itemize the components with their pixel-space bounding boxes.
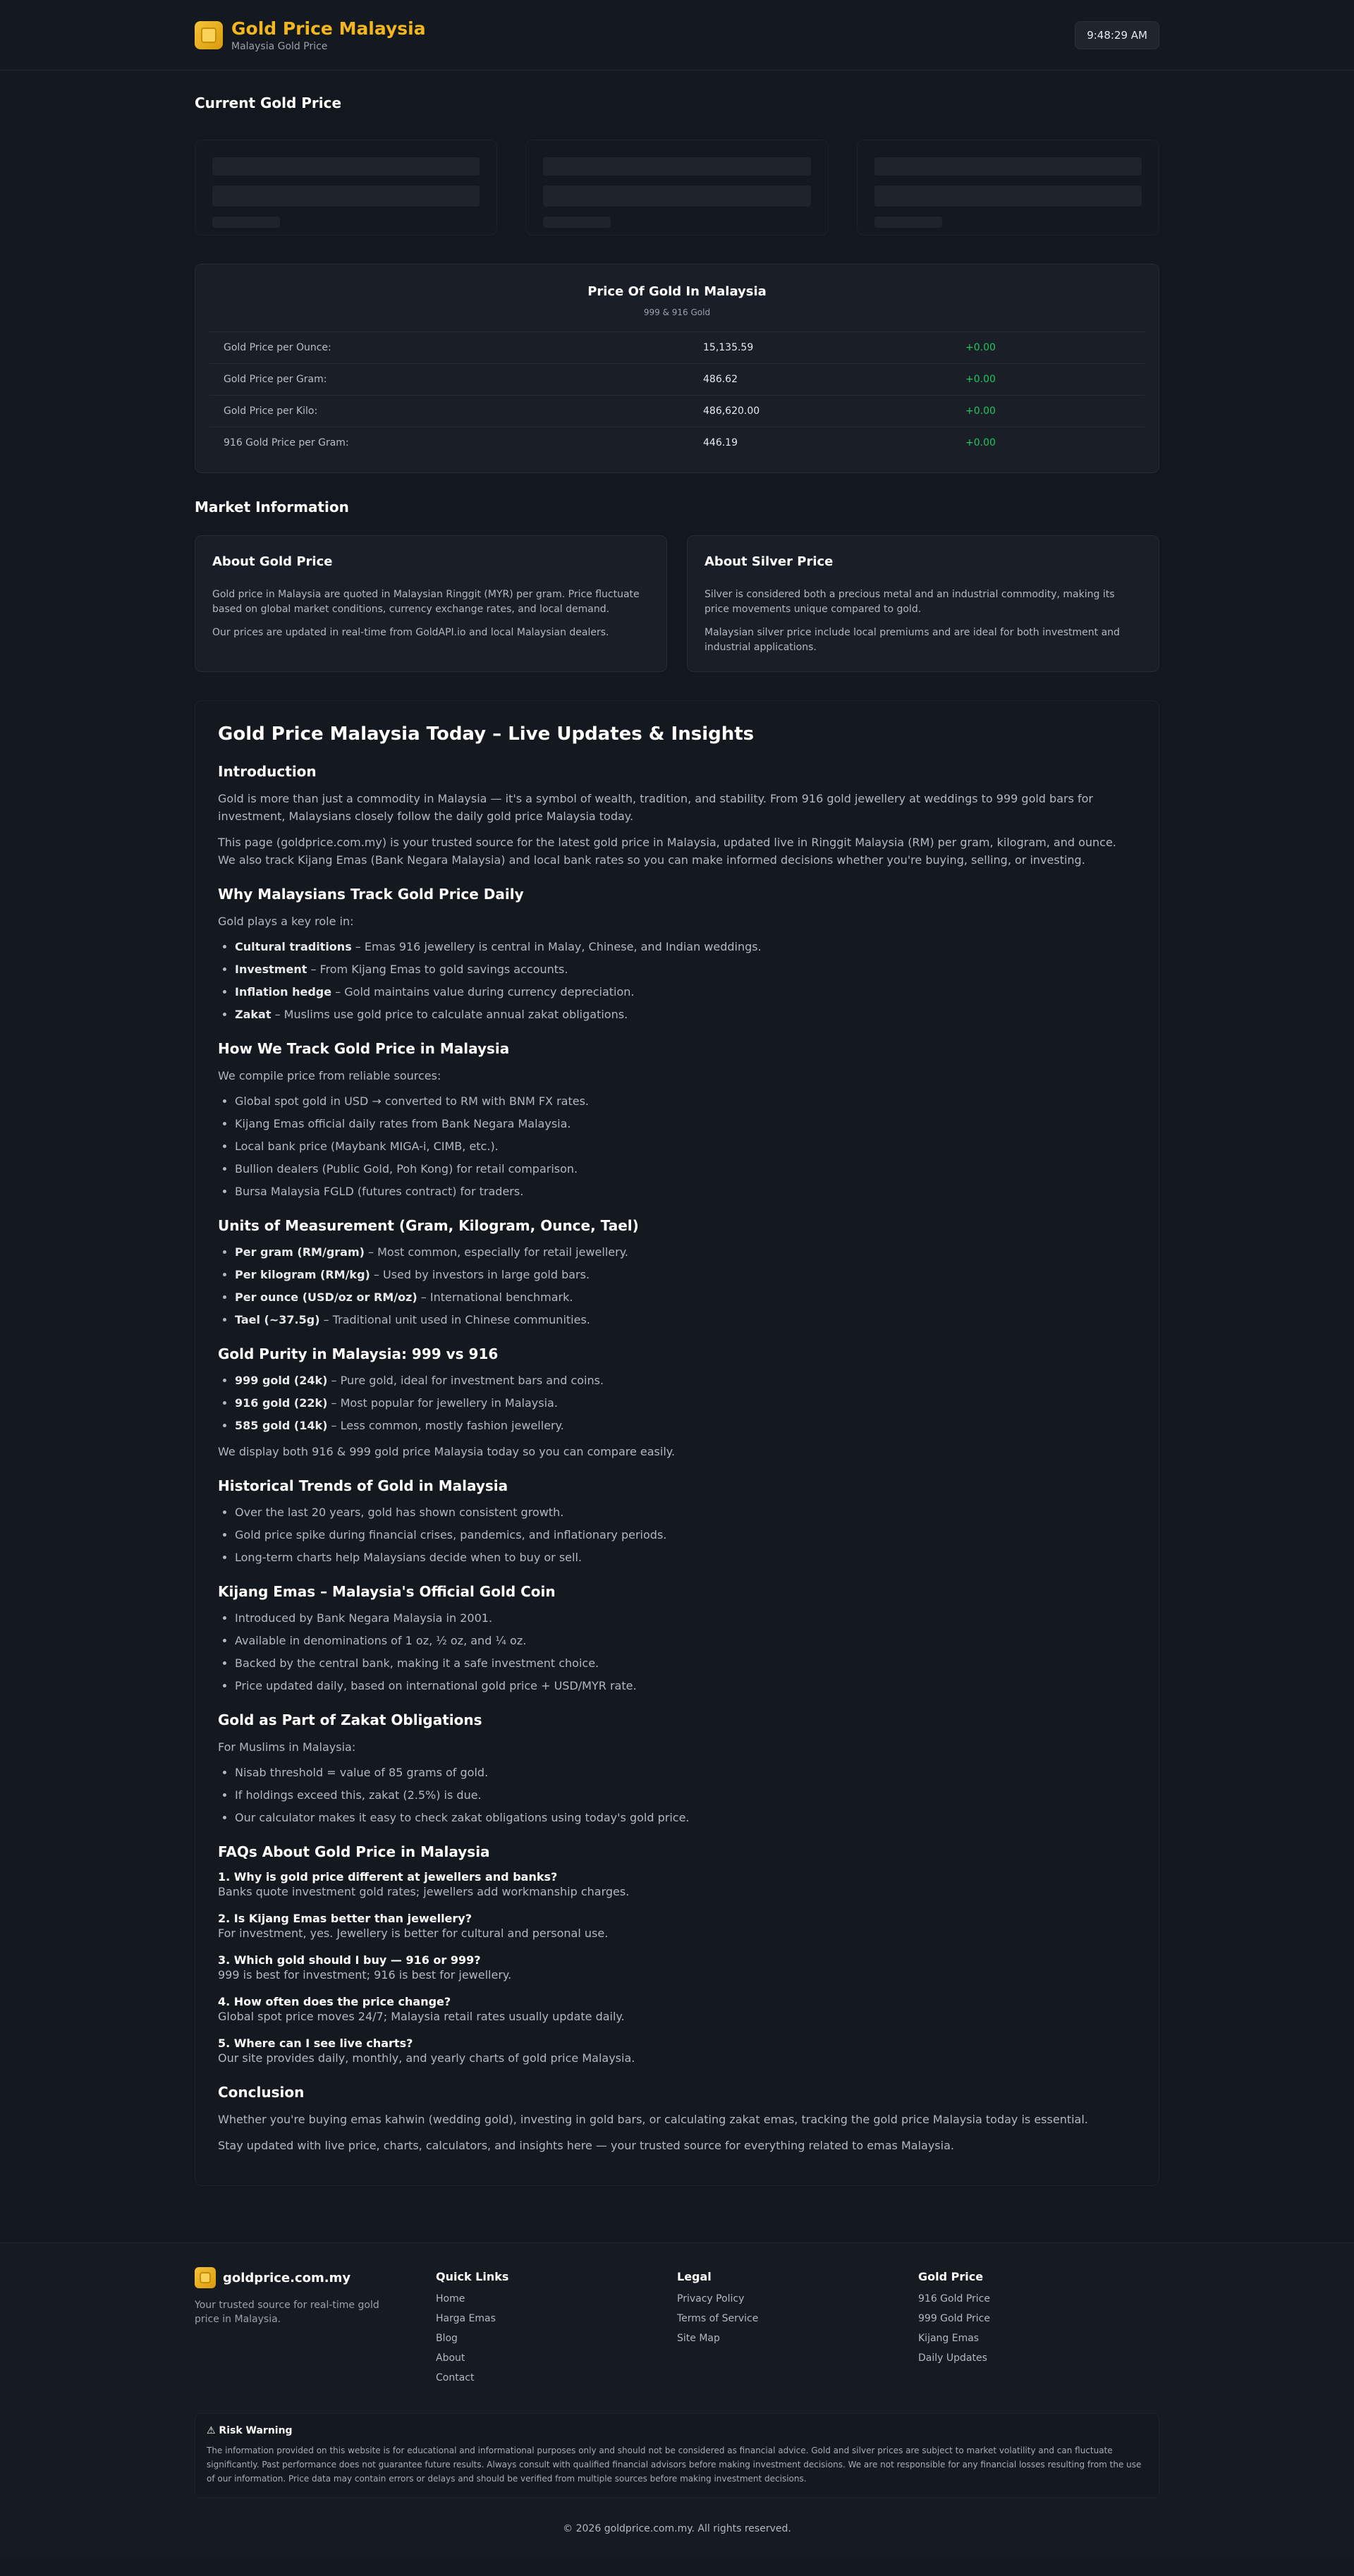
article-heading: Why Malaysians Track Gold Price Daily xyxy=(218,886,524,903)
gold-bar-icon xyxy=(195,2267,216,2288)
market-info-title: Market Information xyxy=(195,499,349,515)
footer-brand[interactable] xyxy=(195,2267,436,2288)
about-silver-text: Malaysian silver price include local premiums and are ideal for both investment and industrial applications. xyxy=(705,627,1120,653)
footer-heading: Gold Price xyxy=(918,2270,984,2283)
footer-link-privacy[interactable]: Privacy Policy xyxy=(677,2293,745,2305)
article-list xyxy=(235,1610,1136,1695)
footer-brand-col xyxy=(195,2267,436,2392)
table-row xyxy=(209,427,1145,458)
list-item: • Zakat – Muslims use gold price to calculate annual zakat obligations. xyxy=(235,1006,1136,1023)
faq-list xyxy=(218,1870,1136,2067)
footer-link-contact[interactable]: Contact xyxy=(436,2372,475,2383)
row-label: Gold Price per Ounce: xyxy=(224,342,331,353)
footer-link-about[interactable]: About xyxy=(436,2352,465,2364)
market-info-cards xyxy=(195,535,1159,672)
faq-answer: Banks quote investment gold rates; jewellers add workmanship charges. xyxy=(218,1885,630,1898)
row-label: Gold Price per Kilo: xyxy=(224,405,318,417)
site-footer xyxy=(0,2242,1354,2558)
list-item: • Global spot gold in USD → converted to RM with BNM FX rates. xyxy=(235,1093,1136,1110)
list-item: • If holdings exceed this, zakat (2.5%) is due. xyxy=(235,1787,1136,1804)
footer-link-home[interactable]: Home xyxy=(436,2293,465,2305)
article-heading: FAQs About Gold Price in Malaysia xyxy=(218,1843,490,1860)
list-item: • Bullion dealers (Public Gold, Poh Kong) for retail comparison. xyxy=(235,1161,1136,1178)
price-cards-loading xyxy=(195,140,1159,236)
row-value: 15,135.59 xyxy=(703,342,754,353)
list-item: • Our calculator makes it easy to check zakat obligations using today's gold price. xyxy=(235,1809,1136,1826)
footer-quick-links xyxy=(436,2267,677,2392)
article-heading: Historical Trends of Gold in Malaysia xyxy=(218,1477,508,1494)
list-item: • 585 gold (14k) – Less common, mostly fashion jewellery. xyxy=(235,1417,1136,1434)
about-gold-text: Our prices are updated in real-time from GoldAPI.io and local Malaysian dealers. xyxy=(212,627,609,638)
list-item: • Price updated daily, based on international gold price + USD/MYR rate. xyxy=(235,1678,1136,1695)
price-table-subtitle: 999 & 916 Gold xyxy=(643,307,711,317)
article-paragraph: This page (goldprice.com.my) is your trusted source for the latest gold price in Malaysia, updated live in Ringgit Malaysia (RM) per gram, kilogram, and ounce. We also track Kijang Emas (Bank Negara Malaysia) and local bank rates so you can make informed decisions whether you're buying, selling, or investing. xyxy=(218,836,1116,867)
list-item: • Kijang Emas official daily rates from Bank Negara Malaysia. xyxy=(235,1116,1136,1133)
article-paragraph: We display both 916 & 999 gold price Malaysia today so you can compare easily. xyxy=(218,1445,676,1458)
row-change: +0.00 xyxy=(965,437,996,448)
table-row xyxy=(209,363,1145,395)
article-title: Gold Price Malaysia Today – Live Updates & Insights xyxy=(218,724,755,745)
footer-heading: Legal xyxy=(677,2270,712,2283)
list-item: • Per ounce (USD/oz or RM/oz) – International benchmark. xyxy=(235,1289,1136,1306)
article-list xyxy=(235,1764,1136,1826)
faq-answer: Global spot price moves 24/7; Malaysia retail rates usually update daily. xyxy=(218,2010,625,2023)
row-change: +0.00 xyxy=(965,405,996,417)
copyright: © 2026 goldprice.com.my. All rights reserved. xyxy=(563,2523,791,2534)
brand[interactable] xyxy=(195,18,426,52)
footer-link-harga-emas[interactable]: Harga Emas xyxy=(436,2313,496,2324)
row-label: Gold Price per Gram: xyxy=(224,374,327,385)
article-heading: Conclusion xyxy=(218,2084,305,2101)
row-value: 446.19 xyxy=(703,437,738,448)
about-silver-text: Silver is considered both a precious metal and an industrial commodity, making its price movements unique compared to gold. xyxy=(705,589,1115,615)
article-heading: Introduction xyxy=(218,763,317,780)
site-title: Gold Price Malaysia xyxy=(231,18,426,39)
faq-answer: For investment, yes. Jewellery is better for cultural and personal use. xyxy=(218,1927,609,1940)
footer-link-daily[interactable]: Daily Updates xyxy=(918,2352,987,2364)
article-list xyxy=(235,1093,1136,1200)
clock-display: 9:48:29 AM xyxy=(1075,21,1159,49)
article-heading: Gold as Part of Zakat Obligations xyxy=(218,1711,482,1728)
list-item: • 999 gold (24k) – Pure gold, ideal for investment bars and coins. xyxy=(235,1372,1136,1389)
footer-link-916[interactable]: 916 Gold Price xyxy=(918,2293,990,2305)
main-content xyxy=(195,94,1159,2186)
faq-question: 1. Why is gold price different at jewellers and banks? xyxy=(218,1870,558,1884)
faq-question: 3. Which gold should I buy — 916 or 999? xyxy=(218,1953,481,1967)
list-item: • Over the last 20 years, gold has shown consistent growth. xyxy=(235,1504,1136,1521)
row-value: 486.62 xyxy=(703,374,738,385)
about-gold-title: About Gold Price xyxy=(212,554,333,569)
list-item: • Inflation hedge – Gold maintains value during currency depreciation. xyxy=(235,984,1136,1001)
gold-bar-icon xyxy=(195,21,223,49)
list-item: • Backed by the central bank, making it a safe investment choice. xyxy=(235,1655,1136,1672)
article-paragraph: Gold plays a key role in: xyxy=(218,915,354,928)
list-item: • Bursa Malaysia FGLD (futures contract) for traders. xyxy=(235,1183,1136,1200)
footer-legal xyxy=(677,2267,918,2392)
article-heading: Kijang Emas – Malaysia's Official Gold Coin xyxy=(218,1583,556,1600)
faq-answer: Our site provides daily, monthly, and yearly charts of gold price Malaysia. xyxy=(218,2051,635,2065)
footer-description: Your trusted source for real-time gold price in Malaysia. xyxy=(195,2300,379,2325)
article-list xyxy=(235,1372,1136,1434)
faq-question: 2. Is Kijang Emas better than jewellery? xyxy=(218,1912,472,1925)
list-item: • Cultural traditions – Emas 916 jewellery is central in Malay, Chinese, and Indian weddings. xyxy=(235,939,1136,956)
list-item: • Tael (~37.5g) – Traditional unit used in Chinese communities. xyxy=(235,1312,1136,1329)
site-header xyxy=(0,0,1354,71)
faq-answer: 999 is best for investment; 916 is best for jewellery. xyxy=(218,1968,512,1982)
row-label: 916 Gold Price per Gram: xyxy=(224,437,349,448)
article-list xyxy=(235,939,1136,1023)
footer-gold-price xyxy=(918,2267,1159,2392)
skeleton-card xyxy=(857,140,1159,236)
footer-brand-name: goldprice.com.my xyxy=(223,2270,351,2285)
article xyxy=(195,700,1159,2186)
footer-link-blog[interactable]: Blog xyxy=(436,2333,458,2344)
article-heading: Units of Measurement (Gram, Kilogram, Ounce, Tael) xyxy=(218,1217,639,1234)
article-heading: How We Track Gold Price in Malaysia xyxy=(218,1040,510,1057)
footer-columns xyxy=(195,2267,1159,2392)
price-table-title: Price Of Gold In Malaysia xyxy=(587,284,767,299)
table-row xyxy=(209,395,1145,427)
risk-warning xyxy=(195,2413,1159,2498)
about-gold-card xyxy=(195,535,667,672)
list-item: • Introduced by Bank Negara Malaysia in 2001. xyxy=(235,1610,1136,1627)
risk-warning-title: ⚠ Risk Warning xyxy=(207,2425,293,2436)
row-change: +0.00 xyxy=(965,374,996,385)
article-paragraph: We compile price from reliable sources: xyxy=(218,1069,441,1082)
row-change: +0.00 xyxy=(965,342,996,353)
about-gold-text: Gold price in Malaysia are quoted in Malaysian Ringgit (MYR) per gram. Price fluctuate based on global market conditions, currency exchange rates, and local demand. xyxy=(212,589,640,615)
article-heading: Gold Purity in Malaysia: 999 vs 916 xyxy=(218,1345,499,1362)
article-paragraph: Whether you're buying emas kahwin (wedding gold), investing in gold bars, or calculating zakat emas, tracking the gold price Malaysia today is essential. xyxy=(218,2113,1088,2126)
list-item: • Per gram (RM/gram) – Most common, especially for retail jewellery. xyxy=(235,1244,1136,1261)
footer-heading: Quick Links xyxy=(436,2270,509,2283)
faq-question: 4. How often does the price change? xyxy=(218,1995,451,2008)
list-item: • Investment – From Kijang Emas to gold savings accounts. xyxy=(235,961,1136,978)
footer-link-sitemap[interactable]: Site Map xyxy=(677,2333,720,2344)
article-paragraph: For Muslims in Malaysia: xyxy=(218,1740,356,1754)
risk-warning-text: The information provided on this website is for educational and informational purposes only and should not be considered as financial advice. Gold and silver prices are subject to market volatility and can fluctuate significantly. Past performance does not guarantee future results. Always consult with qualified financial advisors before making investment decisions. We are not responsible for any financial losses resulting from the use of our information. Price data may contain errors or delays and should be verified from multiple sources before making investment decisions. xyxy=(207,2446,1142,2484)
footer-link-kijang[interactable]: Kijang Emas xyxy=(918,2333,980,2344)
article-list xyxy=(235,1504,1136,1566)
about-silver-title: About Silver Price xyxy=(705,554,834,569)
skeleton-card xyxy=(195,140,497,236)
article-list xyxy=(235,1244,1136,1329)
current-price-title: Current Gold Price xyxy=(195,94,342,111)
price-table-card xyxy=(195,264,1159,473)
faq-question: 5. Where can I see live charts? xyxy=(218,2037,413,2050)
list-item: • Gold price spike during financial crises, pandemics, and inflationary periods. xyxy=(235,1527,1136,1544)
footer-link-terms[interactable]: Terms of Service xyxy=(677,2313,759,2324)
list-item: • 916 gold (22k) – Most popular for jewellery in Malaysia. xyxy=(235,1395,1136,1412)
list-item: • Local bank price (Maybank MIGA-i, CIMB, etc.). xyxy=(235,1138,1136,1155)
list-item: • Nisab threshold = value of 85 grams of gold. xyxy=(235,1764,1136,1781)
site-subtitle: Malaysia Gold Price xyxy=(231,41,328,52)
skeleton-card xyxy=(525,140,828,236)
list-item: • Long-term charts help Malaysians decide when to buy or sell. xyxy=(235,1549,1136,1566)
list-item: • Available in denominations of 1 oz, ½ oz, and ¼ oz. xyxy=(235,1632,1136,1649)
footer-link-999[interactable]: 999 Gold Price xyxy=(918,2313,990,2324)
article-paragraph: Gold is more than just a commodity in Malaysia — it's a symbol of wealth, tradition, and stability. From 916 gold jewellery at weddings to 999 gold bars for investment, Malaysians closely follow the daily gold price Malaysia today. xyxy=(218,792,1094,823)
about-silver-card xyxy=(687,535,1159,672)
table-row xyxy=(209,331,1145,363)
row-value: 486,620.00 xyxy=(703,405,760,417)
list-item: • Per kilogram (RM/kg) – Used by investors in large gold bars. xyxy=(235,1266,1136,1283)
article-paragraph: Stay updated with live price, charts, calculators, and insights here — your trusted source for everything related to emas Malaysia. xyxy=(218,2139,954,2152)
